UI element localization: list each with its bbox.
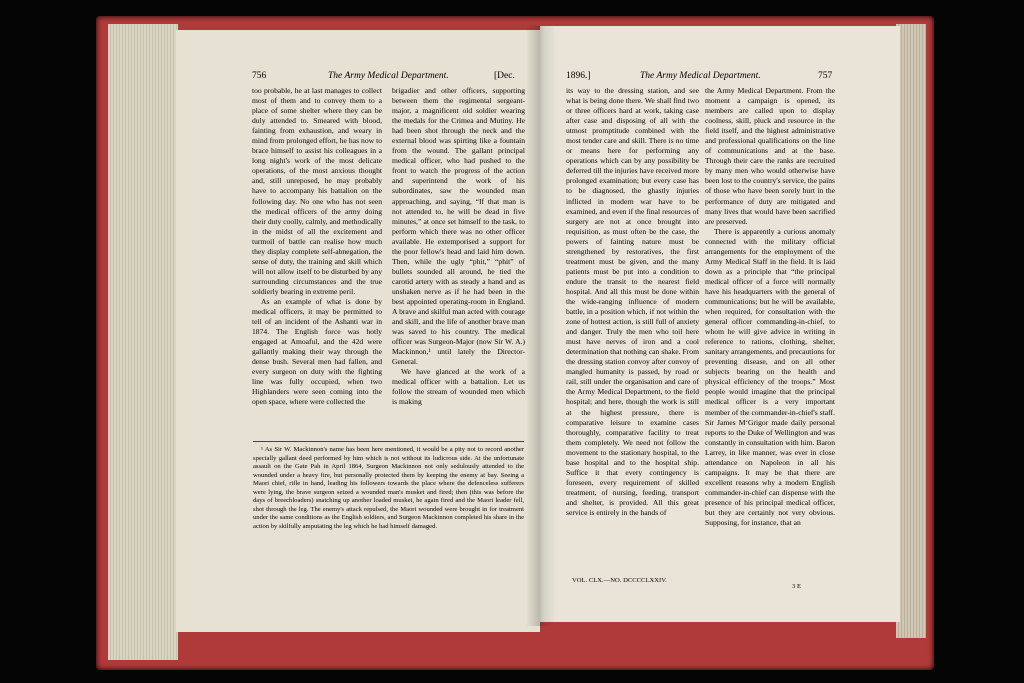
book-gutter <box>526 26 556 626</box>
footnote-rule <box>253 441 524 442</box>
signature-line: VOL. CLX.—NO. DCCCCLXXIV. <box>572 577 667 584</box>
footnote-text: ¹ As Sir W. Mackinnon's name has been here mentioned, it would be a pity not to record another specially gallant deed performed by him which is not without its ludicrous side. At the unfortunate assault on the Gate Pah in April 1864, Surgeon Mackinnon not only sedulously attended to the wounded under a heavy fire, but personally protected them by keeping the enemy at bay. Seeing a Maori chief, rifle in hand, leading his followers towards the place where the defenceless sufferers were lying, the brave surgeon seized a wounded man's musket and fired; then (this was before the days of breechloaders) snatching up another loaded musket, he again fired and the Maori leader fell, shot through the leg. The enemy's attack repulsed, the Maori wounded were brought in for treatment under the same conditions as the English soldiers, and Surgeon Mackinnon completed his share in the action by skilfully amputating the leg which he had himself damaged. <box>253 446 524 530</box>
right-column-2 <box>705 86 835 528</box>
page-edges-left <box>108 24 178 660</box>
right-running-head: The Army Medical Department. <box>640 71 761 81</box>
paragraph: the Army Medical Department. From the moment a campaign is opened, its members are called upon to display coolness, skill, pluck and resource in the field itself, and the highest administrative and professional qualifications on the line of communications and at the base. Through their care the ranks are recruited by many men who would otherwise have been lost to the country's service, the pains of those who have been sorely hurt in the performance of duty are mitigated and many lives that would have been sacrified are preserved. <box>705 86 836 226</box>
paragraph: brigadier and other officers, supporting between them the regimental sergeant-major, a magnificent old soldier wearing the medals for the Crimea and Mutiny. He had been shot through the neck and the external blood was spirting like a fountain from the wound. The gallant principal medical officer, who had pushed to the front to watch the progress of the action and superintend the work of his subordinates, saw the wounded man approaching, and saying, “If that man is not attended to, he will be dead in five minutes,” at once set himself to the task, to perform which there was no other officer available. He extemporised a support for the poor fellow's head and laid him down. Then, while the ugly “phit,” “phit” of bullets sounded all around, he tied the carotid artery with as steady a hand and as unshaken nerve as if he had been in the best appointed operating-room in England. A brave and skilful man acted with courage and skill, and the life of another brave man was saved to his country. The medical officer was Surgeon-Major (now Sir W. A.) Mackinnon,¹ until lately the Director-General. <box>392 86 525 367</box>
left-running-head: The Army Medical Department. <box>328 71 449 81</box>
paragraph: There is apparently a curious anomaly connected with the military official arrangements for the employment of the Army Medical Staff in the field. It is laid down as a principle that “the principal medical officer of a force will normally have his headquarters with the general of communications; but he will be available, when required, for consultation with the general officer commanding-in-chief, to whom he will give advice in writing in reference to rations, clothing, shelter, sanitary arrangements, and precautions for preventing disease, and on all other subjects bearing on the health and physical efficiency of the troops.” Most people would imagine that the principal medical officer is a very important member of the commander-in-chief's staff. Sir James M‘Grigor made daily personal reports to the Duke of Wellington and was constantly in consultation with him. Baron Larrey, in like manner, was ever in close attendance on Napoleon in all his campaigns. It may be that there are excellent reasons why a modern English commander-in-chief can dispense with the presence of his principal medical officer, but they are certainly not very obvious. Supposing, for instance, that an <box>705 226 835 528</box>
footnote <box>253 446 524 531</box>
page-edges-right <box>896 24 926 638</box>
paragraph: its way to the dressing station, and see what is being done there. We shall find two or three officers hard at work, taking case after case and disposing of all with the utmost promptitude combined with the most tender care and skill. There is no time or means here for performing any operations which can by any possibility be deferred till the injuries have received more prolonged examination; but every case has to be diagnosed, the ghastly injuries inflicted in modern war have to be examined, and even if the final resources of surgery are not at once brought into requisition, as must often be the case, the powers of fainting nature must be strengthened by restoratives, the first treatment must be given, and the many patients must be put into a condition to endure the transit to the nearest field hospital. And all this must be done within the wide-ranging influence of modern battle, in a position which, if not within the zone of hottest action, is still full of anxiety and danger. Truly the men who toil here must have nerves of iron and a cool determination that nothing can shake. From the dressing station convoy after convoy of mangled humanity is passed, by road or rail, still under the organisation and care of the Army Medical Department, to the field hospital; and here, though the work is still at the highest pressure, there is comparative leisure to examine cases thoroughly, comparative facility to treat them completely. We need not follow the movement to the stationary hospital, to the base hospital and to the hospital ship. Suffice it that every contingency is foreseen, every requirement of skilled treatment, of nursing, feeding, transport and shelter, is provided. All this great service is entirely in the hands of <box>566 86 699 517</box>
left-column-2 <box>392 86 525 408</box>
right-date-tag: 1896.] <box>566 71 591 81</box>
left-date-tag: [Dec. <box>494 71 515 81</box>
left-column-1 <box>252 86 382 408</box>
right-page-number: 757 <box>818 71 833 81</box>
signature-mark: 3 E <box>792 583 801 590</box>
paragraph: We have glanced at the work of a medical officer with a battalion. Let us follow the stream of wounded men which is making <box>392 367 525 407</box>
left-page-number: 756 <box>252 71 267 81</box>
paragraph: too probable, he at last manages to collect most of them and to convey them to a place of some shelter where they can be duly attended to. Smeared with blood, fainting from exhaustion, and weary in mind from prolonged effort, he has now to brace himself to assist his colleagues in a long night's work of the most delicate operations, of the most anxious thought and, still unreposed, he may probably have to accompany his battalion on the following day. No one who has not seen the medical officers of the army doing their duty coolly, calmly, and methodically in the midst of all the excitement and turmoil of battle can realise how much they display complete self-abnegation, the sense of duty, the training and skill which will not allow itself to be disturbed by any surrounding circumstances and the true soldierly bearing in extreme peril. <box>252 86 382 296</box>
right-column-1 <box>566 86 699 518</box>
paragraph: As an example of what is done by medical officers, it may be permitted to tell of an incident of the Ashanti war in 1874. The English force was hotly engaged at Amoaful, and the 42d were gallantly making their way through the dense bush. Several men had fallen, and every surgeon on duty with the fighting line was fully occupied, when two Highlanders were seen coming into the open space, where were collected the <box>252 296 382 407</box>
